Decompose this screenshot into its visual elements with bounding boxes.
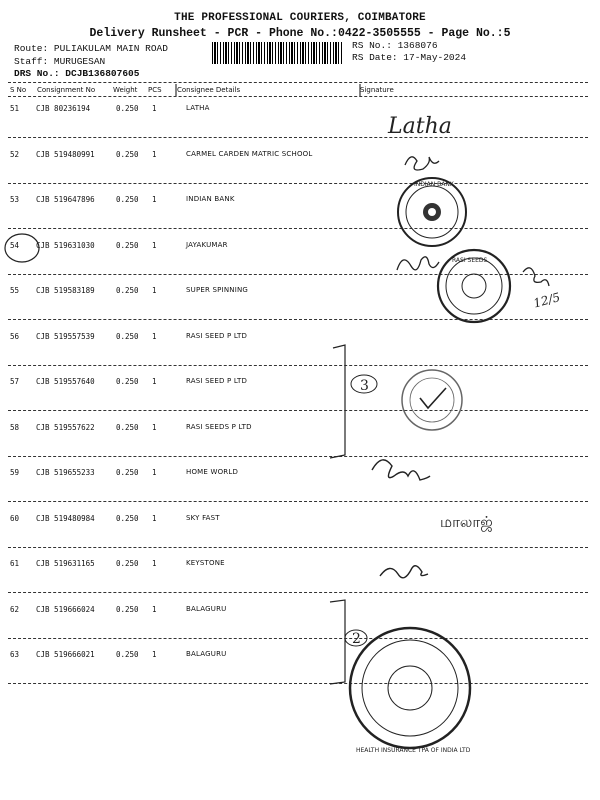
row-sno: 57 bbox=[10, 377, 20, 386]
drs-number: DRS No.: DCJB136807605 bbox=[14, 68, 140, 79]
route-label: Route: PULIAKULAM MAIN ROAD bbox=[14, 43, 168, 54]
row-consignment: CJB 519480984 bbox=[36, 513, 95, 523]
row-consignment: CJB 519583189 bbox=[36, 286, 95, 295]
row-pcs: 1 bbox=[152, 331, 157, 341]
row-weight: 0.250 bbox=[116, 104, 139, 113]
row-consignee: LATHA bbox=[186, 104, 210, 112]
row-divider bbox=[8, 274, 588, 275]
row-consignment: CJB 519647896 bbox=[36, 195, 95, 204]
col-signature: Signature bbox=[360, 86, 394, 94]
row-pcs: 1 bbox=[152, 559, 157, 568]
row-pcs: 1 bbox=[152, 286, 157, 295]
row-sno: 51 bbox=[10, 104, 20, 113]
insurance-stamp-text: HEALTH INSURANCE TPA OF INDIA LTD bbox=[356, 747, 471, 754]
tamil-signature: மாலாஜ் bbox=[440, 513, 493, 531]
row-sno: 53 bbox=[10, 195, 20, 204]
row-consignee: BALAGURU bbox=[186, 604, 227, 613]
row-consignee: JAYAKUMAR bbox=[186, 240, 228, 249]
row-pcs: 1 bbox=[152, 468, 157, 477]
row-pcs: 1 bbox=[152, 195, 157, 204]
row-consignment: CJB 519666021 bbox=[36, 650, 95, 659]
row-consignee: SUPER SPINNING bbox=[186, 286, 249, 294]
row-weight: 0.250 bbox=[116, 240, 139, 250]
row-consignment: CJB 519631030 bbox=[36, 240, 95, 250]
row-pcs: 1 bbox=[152, 513, 157, 523]
row-consignee: RASI SEED P LTD bbox=[186, 331, 248, 340]
row-sno: 58 bbox=[10, 422, 20, 432]
bank-stamp-text: INDIAN BANK bbox=[414, 181, 454, 188]
bracket-number: 3 bbox=[360, 378, 369, 394]
company-stamp-icon bbox=[438, 250, 510, 322]
row-consignee: HOME WORLD bbox=[186, 468, 239, 476]
row-weight: 0.250 bbox=[116, 286, 139, 295]
row-sno: 60 bbox=[10, 513, 20, 523]
bracket-number: 2 bbox=[352, 631, 361, 647]
row-consignment: CJB 80236194 bbox=[36, 104, 91, 113]
row-consignment: CJB 519480991 bbox=[36, 149, 95, 159]
row-weight: 0.250 bbox=[116, 149, 139, 159]
row-consignee: BALAGURU bbox=[186, 650, 227, 658]
signature-scribble bbox=[405, 157, 439, 170]
row-divider bbox=[8, 183, 588, 184]
row-pcs: 1 bbox=[152, 604, 157, 614]
column-header-divider bbox=[8, 96, 588, 97]
signature-latha: Latha bbox=[388, 114, 452, 139]
signature-scribble bbox=[523, 268, 549, 286]
row-divider bbox=[8, 501, 588, 502]
row-pcs: 1 bbox=[152, 240, 157, 250]
row-weight: 0.250 bbox=[116, 422, 139, 432]
row-divider bbox=[8, 547, 588, 548]
row-divider bbox=[8, 638, 588, 639]
row-sno: 61 bbox=[10, 559, 20, 568]
row-consignee: RASI SEEDS P LTD bbox=[186, 422, 252, 431]
row-consignment: CJB 519631165 bbox=[36, 559, 95, 568]
signature-tick bbox=[420, 388, 446, 408]
row-pcs: 1 bbox=[152, 149, 157, 159]
signature-scribble bbox=[397, 257, 439, 270]
row-sno: 52 bbox=[10, 149, 20, 159]
row-sno: 54 bbox=[10, 240, 20, 250]
row-sno: 63 bbox=[10, 650, 20, 659]
col-weight: Weight bbox=[113, 86, 138, 94]
row-consignment: CJB 519666024 bbox=[36, 604, 95, 614]
row-pcs: 1 bbox=[152, 422, 157, 432]
signature-scribble bbox=[372, 460, 430, 480]
insurance-stamp-icon bbox=[350, 628, 470, 748]
runsheet-subtitle: Delivery Runsheet - PCR - Phone No.:0422-3505555 - Page No.:5 bbox=[89, 27, 511, 40]
row-weight: 0.250 bbox=[116, 559, 139, 568]
col-consignee: Consignee Details bbox=[177, 86, 241, 94]
row-consignee: CARMEL CARDEN MATRIC SCHOOL bbox=[186, 149, 313, 158]
row-consignee: SKY FAST bbox=[186, 513, 220, 522]
bank-stamp-icon bbox=[398, 178, 466, 246]
col-consignment: Consignment No bbox=[37, 86, 96, 94]
row-consignee: KEYSTONE bbox=[186, 559, 225, 567]
row-divider bbox=[8, 137, 588, 138]
row-divider bbox=[8, 683, 588, 684]
company-stamp-text: RASI SEEDS bbox=[452, 257, 488, 264]
bracket-mark bbox=[330, 600, 345, 684]
row-weight: 0.250 bbox=[116, 195, 139, 204]
row-consignment: CJB 519557640 bbox=[36, 377, 95, 386]
row-weight: 0.250 bbox=[116, 377, 139, 386]
row-weight: 0.250 bbox=[116, 650, 139, 659]
row-pcs: 1 bbox=[152, 377, 157, 386]
row-sno: 59 bbox=[10, 468, 20, 477]
page-title: THE PROFESSIONAL COURIERS, COIMBATORE bbox=[174, 12, 426, 24]
row-consignment: CJB 519557539 bbox=[36, 331, 95, 341]
row-sno: 55 bbox=[10, 286, 20, 295]
rs-date: RS Date: 17-May-2024 bbox=[352, 52, 467, 63]
col-sno: S No bbox=[10, 86, 27, 94]
row-weight: 0.250 bbox=[116, 513, 139, 523]
col-pcs: PCS bbox=[148, 86, 162, 94]
row-divider bbox=[8, 410, 588, 411]
row-weight: 0.250 bbox=[116, 468, 139, 477]
row-sno: 62 bbox=[10, 604, 20, 614]
row-pcs: 1 bbox=[152, 650, 157, 659]
row-weight: 0.250 bbox=[116, 331, 139, 341]
barcode bbox=[212, 42, 344, 64]
row-consignment: CJB 519557622 bbox=[36, 422, 95, 432]
row-pcs: 1 bbox=[152, 104, 157, 113]
bracket-mark bbox=[330, 345, 345, 458]
rs-number: RS No.: 1368076 bbox=[352, 40, 438, 51]
signature-scribble bbox=[380, 566, 428, 578]
row-consignment: CJB 519655233 bbox=[36, 468, 95, 477]
row-consignee: INDIAN BANK bbox=[186, 195, 235, 203]
row-consignee: RASI SEED P LTD bbox=[186, 377, 248, 385]
faint-stamp-icon bbox=[402, 370, 462, 430]
staff-label: Staff: MURUGESAN bbox=[14, 56, 106, 67]
row-weight: 0.250 bbox=[116, 604, 139, 614]
handwritten-time: 12/5 bbox=[531, 290, 562, 311]
row-divider bbox=[8, 365, 588, 366]
row-divider bbox=[8, 592, 588, 593]
header-divider bbox=[8, 82, 588, 83]
row-divider bbox=[8, 319, 588, 320]
row-divider bbox=[8, 456, 588, 457]
row-divider bbox=[8, 228, 588, 229]
number-circle bbox=[351, 375, 377, 393]
row-sno: 56 bbox=[10, 331, 20, 341]
